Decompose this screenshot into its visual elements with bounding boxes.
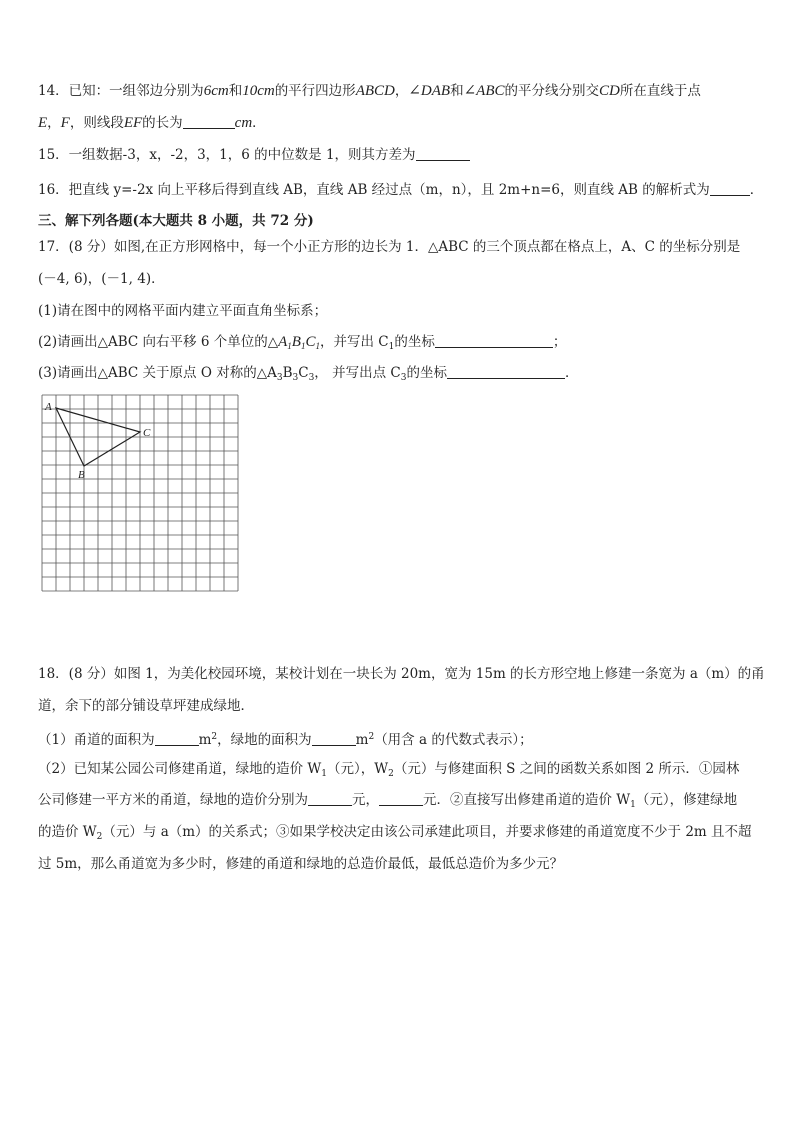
q18-line-1: 18．(8 分）如图 1，为美化校园环境，某校计划在一块长为 20m，宽为 15m 的长方形空地上修建一条宽为 a（m）的甬	[38, 666, 765, 682]
q17-sub: 3	[308, 373, 315, 383]
q14-point-e: E	[38, 115, 48, 131]
q18-sub: 1	[630, 800, 636, 810]
q14-answer-blank[interactable]	[183, 114, 235, 129]
q17-sub: 3	[292, 373, 299, 383]
q18-part-1-blank-1[interactable]	[155, 731, 199, 746]
q17-part-3-text: C	[298, 365, 309, 381]
q17-part-3-text: B	[282, 365, 293, 381]
q17-part-2	[38, 333, 566, 356]
q18-text: 元，	[352, 792, 379, 808]
q16-text: 16．把直线 y=-2x 向上平移后得到直线 AB，直线 AB 经过点（m，n），且 2m+n=6，则直线 AB 的解析式为	[38, 182, 710, 198]
q17-line-2: (－4, 6)，(－1, 4)．	[38, 271, 165, 287]
q14-text: 所在直线于点	[619, 83, 701, 99]
q14-text: 的平行四边形	[274, 83, 356, 99]
q17-part-3	[38, 364, 578, 387]
q17-part-2-text: 的坐标	[394, 334, 435, 350]
q18-unit: m	[198, 732, 212, 748]
q14-text: 14．已知：一组邻边分别为	[38, 83, 204, 99]
q15-answer-blank[interactable]	[416, 146, 470, 161]
q18-text: 元．②直接写出修建甬道的造价 W	[423, 792, 631, 808]
q17-grid-figure	[41, 394, 243, 592]
q14-line-1	[38, 82, 701, 100]
q14-6cm: 6cm	[203, 83, 229, 99]
q17-part-3-end: ．	[564, 365, 579, 381]
q18-line-2: 道，余下的部分铺设草坪建成绿地．	[38, 698, 254, 714]
q14-angle-abc: ∠ABC	[463, 83, 505, 99]
q18-unit: m	[355, 732, 369, 748]
q14-text: 和	[228, 83, 243, 99]
q18-sup: 2	[211, 732, 218, 742]
q14-point-f: F	[60, 115, 70, 131]
grid-lines	[42, 395, 238, 591]
q17-part-2-text: (2)请画出△ABC 向右平移 6 个单位的△	[38, 334, 279, 350]
q18-text: （元）与修建面积 S 之间的函数关系如图 2 所示．①园林	[393, 761, 740, 777]
q17-b1: $B_1$	[291, 334, 306, 351]
q17-sub: 3	[276, 373, 283, 383]
q16-answer-blank[interactable]	[710, 181, 750, 196]
q14-line-2	[38, 114, 266, 132]
q14-abcd: ABCD	[355, 83, 395, 99]
q17-c1: $C_1$	[305, 334, 320, 351]
q17-line-1: 17．(8 分）如图,在正方形网格中，每一个小正方形的边长为 1．△ABC 的三个顶点都在格点上，A、C 的坐标分别是	[38, 239, 741, 255]
q18-text: 公司修建一平方米的甬道，绿地的造价分别为	[38, 792, 308, 808]
q14-angle-dab: ∠DAB	[408, 83, 451, 99]
q15-line	[38, 146, 470, 164]
q14-text: 的长为	[142, 115, 183, 131]
q18-part-1-text: （用含 a 的代数式表示）；	[374, 732, 533, 748]
q15-text: 15．一组数据-3，x，-2，3，1，6 的中位数是 1，则其方差为	[38, 147, 416, 163]
q18-sub: 1	[321, 769, 327, 779]
q14-segment-ef: EF	[123, 115, 143, 131]
section-3-title: 三、解下列各题(本大题共 8 小题，共 72 分)	[38, 213, 314, 229]
q14-text: ，则线段	[69, 115, 124, 131]
q17-sub: 3	[400, 373, 407, 383]
q18-text: （2）已知某公园公司修建甬道，绿地的造价 W	[38, 761, 322, 777]
q14-text: 的平分线分别交	[504, 83, 599, 99]
q18-part-2-line-2	[38, 791, 737, 814]
q14-text: ．	[252, 115, 266, 131]
q18-sub: 2	[96, 832, 103, 842]
q14-10cm: 10cm	[242, 83, 275, 99]
q18-text: （元），修建绿地	[635, 792, 738, 808]
q14-cd: CD	[599, 83, 620, 99]
q18-text: （元），W	[327, 761, 389, 777]
q17-part-2-end: ；	[552, 334, 567, 350]
q18-text: （元）与 a（m）的关系式；③如果学校决定由该公司承建此项目，并要求修建的甬道宽度不少于 2m 且不超	[102, 824, 752, 840]
q18-part-2-line-1	[38, 760, 739, 783]
q17-part-3-blank[interactable]	[447, 364, 565, 379]
q14-text: 和	[450, 83, 464, 99]
q17-part-3-text: ， 并写出点 C	[314, 365, 401, 381]
q18-sub: 2	[388, 769, 394, 779]
q14-text: ，	[47, 115, 61, 131]
q17-part-2-blank[interactable]	[435, 333, 553, 348]
q18-part-1-text: ，绿地的面积为	[217, 732, 312, 748]
q18-text: 的造价 W	[38, 824, 97, 840]
q18-part-1-blank-2[interactable]	[312, 731, 356, 746]
label-a: A	[45, 401, 52, 413]
q14-unit-cm: cm	[234, 115, 253, 131]
label-c: C	[143, 427, 151, 439]
q17-part-3-text: 的坐标	[406, 365, 447, 381]
q17-part-2-text: ，并写出 C	[319, 334, 389, 350]
q18-part-1-text: （1）甬道的面积为	[38, 732, 155, 748]
label-b: B	[78, 469, 85, 481]
q18-part-2-blank-2[interactable]	[379, 791, 423, 806]
q18-sup: 2	[368, 732, 375, 742]
q14-text: ，	[394, 83, 409, 99]
q17-part-1: (1)请在图中的网格平面内建立平面直角坐标系；	[38, 303, 328, 319]
q16-line	[38, 181, 763, 199]
q18-part-1	[38, 728, 533, 749]
q17-a1: $A_1$	[278, 334, 292, 351]
q17-part-3-text: (3)请画出△ABC 关于原点 O 对称的△A	[38, 365, 277, 381]
q18-part-2-blank-1[interactable]	[308, 791, 352, 806]
q17-sub: 1	[388, 342, 395, 352]
q18-part-2-line-3	[38, 823, 752, 846]
q18-part-2-line-4: 过 5m，那么甬道宽为多少时，修建的甬道和绿地的总造价最低，最低总造价为多少元？	[38, 856, 564, 872]
q16-end: ．	[749, 182, 764, 198]
